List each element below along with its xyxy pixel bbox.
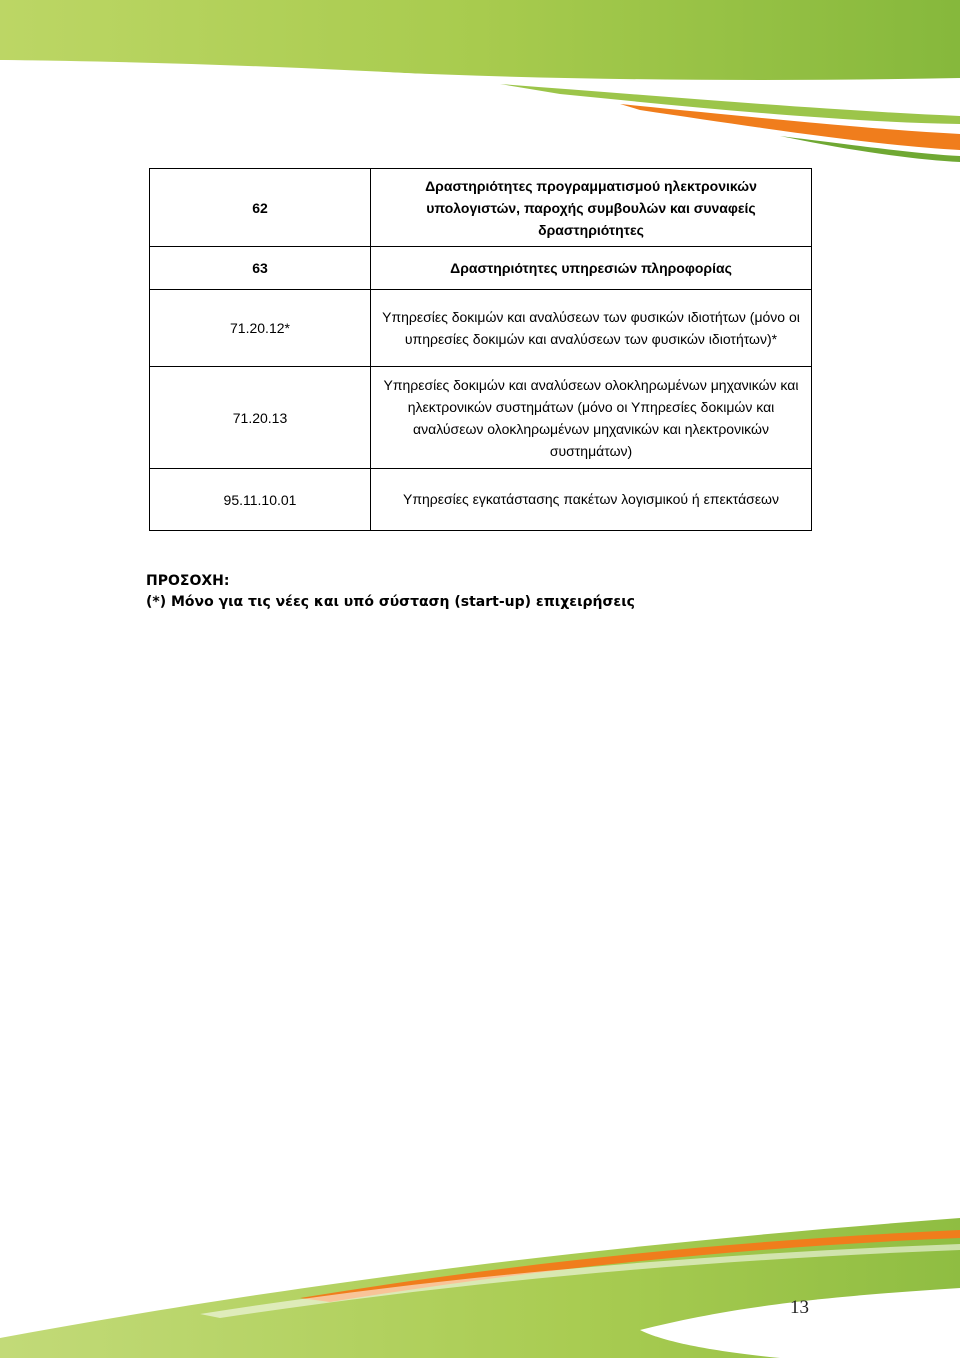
notice-title: ΠΡΟΣΟΧΗ:	[146, 573, 230, 589]
page-number: 13	[790, 1297, 809, 1318]
activity-codes-table	[149, 168, 812, 531]
activity-description: Δραστηριότητες υπηρεσιών πληροφορίας	[371, 247, 812, 290]
activity-code: 95.11.10.01	[150, 469, 371, 531]
table-row	[150, 169, 812, 247]
top-banner	[0, 0, 960, 170]
table-row	[150, 469, 812, 531]
table-row	[150, 290, 812, 367]
activity-description: Υπηρεσίες δοκιμών και αναλύσεων των φυσικών ιδιοτήτων (μόνο οι υπηρεσίες δοκιμών και αναλύσεων των φυσικών ιδιοτήτων)*	[371, 290, 812, 367]
activity-code: 71.20.12*	[150, 290, 371, 367]
activity-code: 62	[150, 169, 371, 247]
notice	[146, 571, 635, 613]
activity-description: Υπηρεσίες δοκιμών και αναλύσεων ολοκληρωμένων μηχανικών και ηλεκτρονικών συστημάτων (μόνο οι Υπηρεσίες δοκιμών και αναλύσεων ολοκληρωμένων μηχανικών και ηλεκτρονικών συστημάτων)	[371, 367, 812, 469]
activity-description: Υπηρεσίες εγκατάστασης πακέτων λογισμικού ή επεκτάσεων	[371, 469, 812, 531]
table-row	[150, 247, 812, 290]
activity-code: 63	[150, 247, 371, 290]
activity-description: Δραστηριότητες προγραμματισμού ηλεκτρονικών υπολογιστών, παροχής συμβουλών και συναφείς δραστηριότητες	[371, 169, 812, 247]
bottom-banner	[0, 1210, 960, 1358]
activity-code: 71.20.13	[150, 367, 371, 469]
table-row	[150, 367, 812, 469]
notice-text: (*) Μόνο για τις νέες και υπό σύσταση (start-up) επιχειρήσεις	[146, 594, 635, 610]
